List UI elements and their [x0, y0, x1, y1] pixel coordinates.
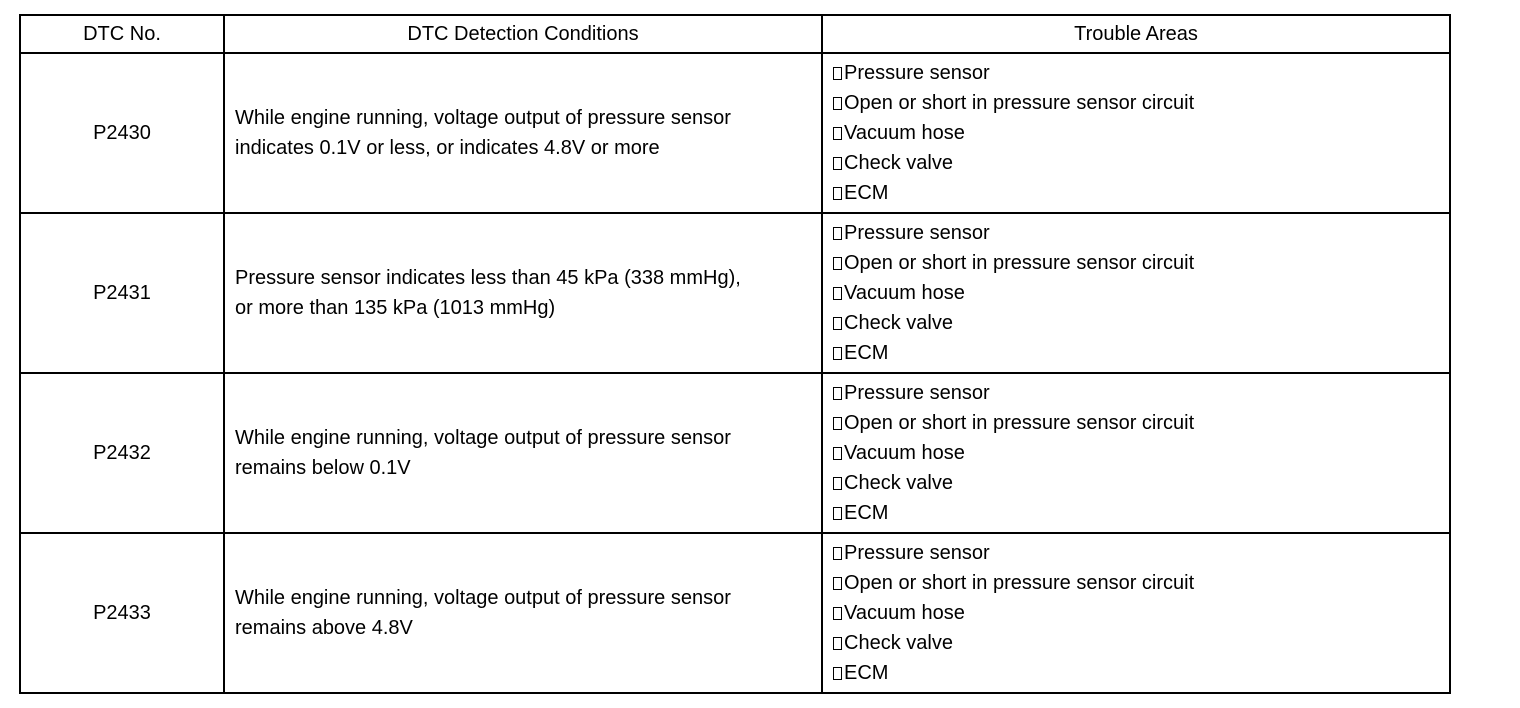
trouble-areas-list [833, 378, 1449, 529]
trouble-areas-list [833, 218, 1449, 369]
trouble-area-label: Open or short in pressure sensor circuit [844, 411, 1195, 434]
trouble-area-item [833, 468, 1449, 498]
checkbox-bullet-icon [833, 387, 842, 400]
checkbox-bullet-icon [833, 257, 842, 270]
dtc-code: P2430 [20, 53, 224, 213]
trouble-area-item [833, 178, 1449, 208]
trouble-area-item [833, 278, 1449, 308]
trouble-areas-list [833, 538, 1449, 689]
detection-condition [224, 53, 822, 213]
dtc-code: P2431 [20, 213, 224, 373]
trouble-area-label: Pressure sensor [844, 61, 990, 84]
trouble-area-label: Open or short in pressure sensor circuit [844, 251, 1195, 274]
trouble-area-item [833, 338, 1449, 368]
table-row [20, 213, 1450, 373]
trouble-area-label: Check valve [844, 312, 953, 335]
trouble-area-label: Vacuum hose [844, 601, 965, 624]
condition-line: remains above 4.8V [235, 617, 413, 639]
detection-condition [224, 533, 822, 693]
dtc-code: P2432 [20, 373, 224, 533]
condition-line: indicates 0.1V or less, or indicates 4.8V or more [235, 137, 660, 159]
checkbox-bullet-icon [833, 187, 842, 200]
trouble-area-item [833, 498, 1449, 528]
table-row [20, 533, 1450, 693]
condition-line: Pressure sensor indicates less than 45 kPa (338 mmHg), [235, 266, 741, 289]
trouble-area-item [833, 248, 1449, 278]
trouble-area-label: ECM [844, 502, 889, 525]
trouble-areas [822, 53, 1450, 213]
checkbox-bullet-icon [833, 477, 842, 490]
trouble-area-item [833, 538, 1449, 568]
trouble-area-item [833, 218, 1449, 248]
condition-line: While engine running, voltage output of pressure sensor [235, 426, 731, 449]
checkbox-bullet-icon [833, 287, 842, 300]
trouble-area-item [833, 658, 1449, 688]
checkbox-bullet-icon [833, 607, 842, 620]
checkbox-bullet-icon [833, 227, 842, 240]
checkbox-bullet-icon [833, 447, 842, 460]
dtc-code: P2433 [20, 533, 224, 693]
trouble-area-item [833, 568, 1449, 598]
checkbox-bullet-icon [833, 667, 842, 680]
trouble-area-label: ECM [844, 662, 889, 685]
trouble-area-item [833, 378, 1449, 408]
table-row [20, 373, 1450, 533]
trouble-areas [822, 213, 1450, 373]
table-row [20, 53, 1450, 213]
trouble-area-item [833, 88, 1449, 118]
trouble-area-item [833, 58, 1449, 88]
trouble-area-label: Pressure sensor [844, 541, 990, 564]
header-trouble-areas: Trouble Areas [822, 15, 1450, 53]
trouble-area-item [833, 628, 1449, 658]
header-dtc-no: DTC No. [20, 15, 224, 53]
checkbox-bullet-icon [833, 67, 842, 80]
trouble-area-label: Check valve [844, 152, 953, 175]
header-detection-conditions: DTC Detection Conditions [224, 15, 822, 53]
trouble-areas [822, 533, 1450, 693]
checkbox-bullet-icon [833, 317, 842, 330]
table-body [20, 53, 1450, 693]
trouble-area-label: ECM [844, 342, 889, 365]
header-row [20, 15, 1450, 53]
table-header [20, 15, 1450, 53]
condition-line: remains below 0.1V [235, 457, 411, 479]
detection-condition [224, 213, 822, 373]
trouble-area-label: Pressure sensor [844, 221, 990, 244]
trouble-areas [822, 373, 1450, 533]
trouble-area-label: Vacuum hose [844, 441, 965, 464]
trouble-area-item [833, 598, 1449, 628]
detection-condition [224, 373, 822, 533]
checkbox-bullet-icon [833, 347, 842, 360]
trouble-area-item [833, 148, 1449, 178]
trouble-area-label: Check valve [844, 632, 953, 655]
condition-line: or more than 135 kPa (1013 mmHg) [235, 297, 556, 319]
checkbox-bullet-icon [833, 577, 842, 590]
trouble-area-item [833, 308, 1449, 338]
trouble-area-item [833, 438, 1449, 468]
checkbox-bullet-icon [833, 127, 842, 140]
trouble-area-label: Vacuum hose [844, 281, 965, 304]
trouble-area-label: Check valve [844, 472, 953, 495]
checkbox-bullet-icon [833, 97, 842, 110]
condition-line: While engine running, voltage output of pressure sensor [235, 586, 731, 609]
trouble-area-item [833, 408, 1449, 438]
checkbox-bullet-icon [833, 417, 842, 430]
trouble-areas-list [833, 58, 1449, 209]
trouble-area-label: Vacuum hose [844, 121, 965, 144]
condition-line: While engine running, voltage output of pressure sensor [235, 106, 731, 129]
checkbox-bullet-icon [833, 637, 842, 650]
dtc-table [19, 14, 1451, 694]
trouble-area-label: Pressure sensor [844, 381, 990, 404]
trouble-area-label: ECM [844, 182, 889, 205]
trouble-area-label: Open or short in pressure sensor circuit [844, 571, 1195, 594]
trouble-area-label: Open or short in pressure sensor circuit [844, 91, 1195, 114]
checkbox-bullet-icon [833, 547, 842, 560]
trouble-area-item [833, 118, 1449, 148]
checkbox-bullet-icon [833, 157, 842, 170]
checkbox-bullet-icon [833, 507, 842, 520]
